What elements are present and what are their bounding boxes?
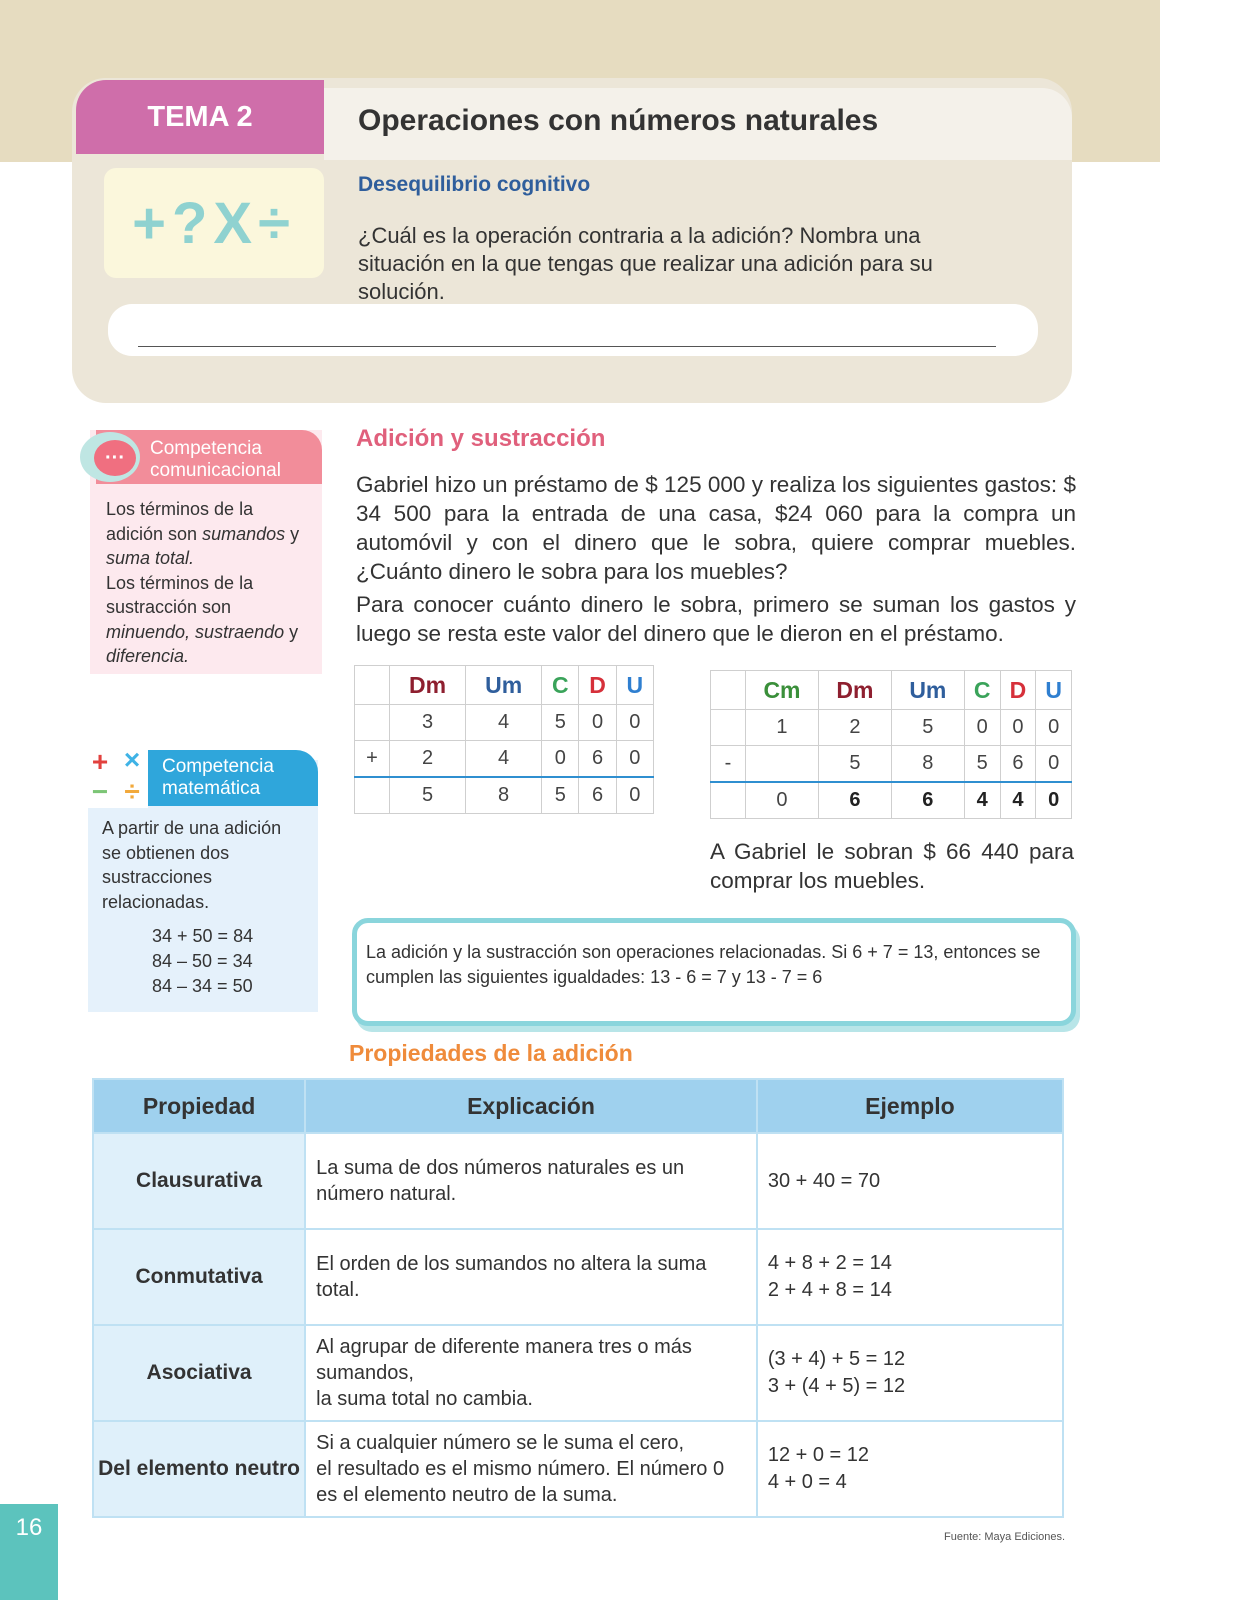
table-cell <box>711 782 746 819</box>
explanation-paragraph: Para conocer cuánto dinero le sobra, primero se suman los gastos y luego se resta este valor del dinero que le dieron en el préstamo. <box>356 592 1076 646</box>
result-text: A Gabriel le sobran $ 66 440 para comprar los muebles. <box>710 839 1074 893</box>
property-explanation: Si a cualquier número se le suma el cero, el resultado es el mismo número. El número 0 es el elemento neutro de la suma. <box>305 1421 757 1517</box>
column-header: Cm <box>746 671 819 710</box>
table-cell: 6 <box>1000 746 1036 783</box>
column-header: Dm <box>818 671 891 710</box>
table-cell: 0 <box>616 777 653 814</box>
column-header: Propiedad <box>93 1079 305 1133</box>
property-example: (3 + 4) + 5 = 12 3 + (4 + 5) = 12 <box>757 1325 1063 1421</box>
page-title: Operaciones con números naturales <box>358 104 879 137</box>
column-header: U <box>1036 671 1072 710</box>
table-row <box>93 1421 1063 1517</box>
table-cell: 3 <box>390 705 466 741</box>
note-text: La adición y la sustracción son operaciones relacionadas. Si 6 + 7 = 13, entonces se cumplen las siguientes igualdades: 13 - 6 = 7 y 13 - 7 = 6 <box>366 942 1041 987</box>
minus-icon: − <box>91 776 109 807</box>
competencia-comunicacional-title: Competencia comunicacional <box>150 438 281 481</box>
column-header: Explicación <box>305 1079 757 1133</box>
table-cell: 6 <box>818 782 891 819</box>
property-example: 30 + 40 = 70 <box>757 1133 1063 1229</box>
addition-place-value-table <box>354 665 654 814</box>
property-explanation: La suma de dos números naturales es un número natural. <box>305 1133 757 1229</box>
equation: 84 – 34 = 50 <box>152 976 253 996</box>
equation: 84 – 50 = 34 <box>152 951 253 971</box>
subtraction-place-value-table <box>710 670 1072 819</box>
table-cell: 0 <box>964 710 1000 746</box>
table-cell: 2 <box>390 741 466 778</box>
table-cell: 8 <box>891 746 964 783</box>
cognitive-question: ¿Cuál es la operación contraria a la adición? Nombra una situación en la que tengas que realizar una adición para su solución. <box>358 223 933 304</box>
section-title: Propiedades de la adición <box>349 1040 633 1066</box>
section-title: Adición y sustracción <box>356 425 606 452</box>
table-cell: 4 <box>1000 782 1036 819</box>
equation: 34 + 50 = 84 <box>152 926 254 946</box>
table-cell: 0 <box>1036 782 1072 819</box>
page-number: 16 <box>0 1504 58 1600</box>
table-cell: 4 <box>466 705 542 741</box>
column-header: Um <box>891 671 964 710</box>
table-cell: 0 <box>616 705 653 741</box>
table-cell: 0 <box>746 782 819 819</box>
table-cell: 6 <box>579 741 616 778</box>
table-cell: 6 <box>579 777 616 814</box>
column-header: Um <box>466 666 542 705</box>
table-cell <box>746 746 819 783</box>
property-name: Del elemento neutro <box>93 1421 305 1517</box>
property-name: Conmutativa <box>93 1229 305 1325</box>
table-cell: 2 <box>818 710 891 746</box>
table-cell <box>355 705 390 741</box>
table-cell: 5 <box>542 705 579 741</box>
table-row <box>93 1229 1063 1325</box>
table-cell: 4 <box>964 782 1000 819</box>
table-cell: 0 <box>1000 710 1036 746</box>
column-header: U <box>616 666 653 705</box>
plus-icon: + <box>91 746 109 777</box>
competencia-matematica-title: Competencia matemática <box>162 756 274 799</box>
properties-table-wrapper <box>92 1078 1064 1515</box>
column-header: D <box>579 666 616 705</box>
column-header <box>355 666 390 705</box>
problem-paragraph: Gabriel hizo un préstamo de $ 125 000 y realiza los siguientes gastos: $ 34 500 para la entrada de una casa, $24 060 para la compra un automóvil y con el dinero que le sobra, quiere comprar muebles. ¿Cuánto dinero le sobra para los muebles? <box>356 472 1076 584</box>
property-example: 4 + 8 + 2 = 14 2 + 4 + 8 = 14 <box>757 1229 1063 1325</box>
table-cell: 5 <box>964 746 1000 783</box>
table-cell <box>355 777 390 814</box>
property-explanation: Al agrupar de diferente manera tres o más sumandos, la suma total no cambia. <box>305 1325 757 1421</box>
source-credit: Fuente: Maya Ediciones. <box>944 1531 1066 1543</box>
divide-icon: ÷ <box>124 776 140 807</box>
column-header: Ejemplo <box>757 1079 1063 1133</box>
answer-line <box>138 346 996 347</box>
table-cell: 5 <box>390 777 466 814</box>
table-cell: 5 <box>542 777 579 814</box>
table-row <box>93 1325 1063 1421</box>
table-cell: 6 <box>891 782 964 819</box>
table-cell: 4 <box>466 741 542 778</box>
table-cell: 0 <box>542 741 579 778</box>
table-cell: 8 <box>466 777 542 814</box>
table-cell: 0 <box>1036 710 1072 746</box>
table-cell: 1 <box>746 710 819 746</box>
answer-field[interactable] <box>108 304 1038 356</box>
tema-label: TEMA 2 <box>76 80 324 154</box>
property-name: Clausurativa <box>93 1133 305 1229</box>
table-cell: 0 <box>579 705 616 741</box>
column-header <box>711 671 746 710</box>
table-cell: 5 <box>891 710 964 746</box>
properties-table <box>92 1078 1064 1518</box>
property-example: 12 + 0 = 12 4 + 0 = 4 <box>757 1421 1063 1517</box>
competencia-comunicacional-text: Los términos de la adición son sumandos y suma total. Los términos de la sustracción son minuendo, sustraendo y diferencia. <box>106 499 300 666</box>
speech-dots-icon: ··· <box>94 440 136 476</box>
table-cell: + <box>355 741 390 778</box>
table-row <box>93 1133 1063 1229</box>
table-cell: 5 <box>818 746 891 783</box>
desequilibrio-title: Desequilibrio cognitivo <box>358 173 591 196</box>
property-explanation: El orden de los sumandos no altera la suma total. <box>305 1229 757 1325</box>
math-operations-icon: +?X÷ <box>104 168 324 278</box>
competencia-matematica-text: A partir de una adición se obtienen dos sustracciones relacionadas. <box>102 818 282 912</box>
column-header: Dm <box>390 666 466 705</box>
table-cell <box>711 710 746 746</box>
column-header: C <box>542 666 579 705</box>
table-cell: 0 <box>616 741 653 778</box>
table-cell: - <box>711 746 746 783</box>
property-name: Asociativa <box>93 1325 305 1421</box>
column-header: C <box>964 671 1000 710</box>
times-icon: × <box>123 744 141 775</box>
column-header: D <box>1000 671 1036 710</box>
table-cell: 0 <box>1036 746 1072 783</box>
